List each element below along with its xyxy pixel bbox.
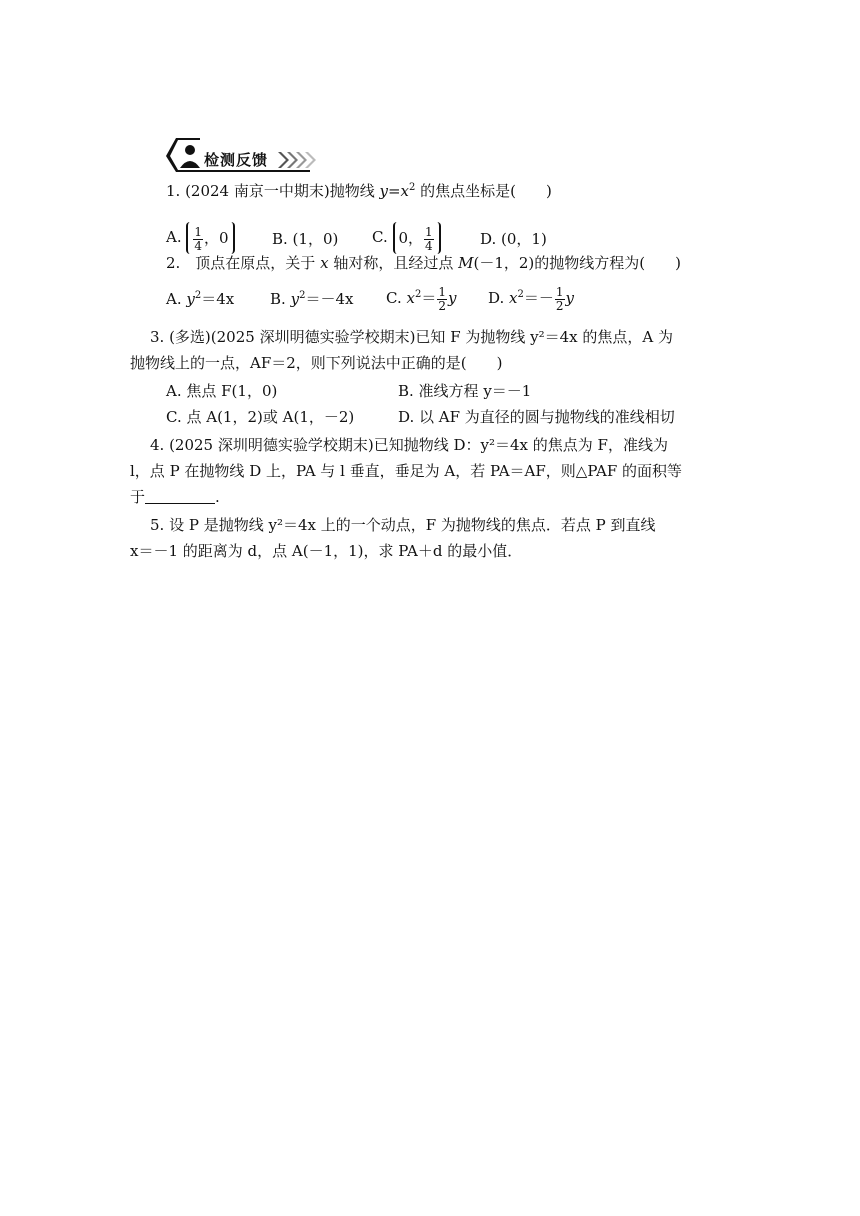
q1-c-den: 4	[425, 238, 433, 253]
question-1-stem	[166, 178, 552, 204]
q2-d-rest: ＝－	[523, 289, 554, 307]
q2-a-exponent: 2	[194, 290, 202, 301]
q1-stem-eq: y=x	[379, 182, 410, 200]
question-3-line-1: 3. (多选)(2025 深圳明德实验学校期末)已知 F 为抛物线 y²＝4x 的焦点，A 为	[150, 328, 674, 346]
q2-d-exponent: 2	[517, 289, 524, 300]
q2-d-num: 1	[555, 284, 564, 299]
q2-a-eq: y	[186, 290, 195, 308]
q4-line3-suffix: .	[215, 488, 220, 506]
q2-c-exponent: 2	[414, 289, 422, 300]
q1-exponent: 2	[409, 182, 416, 193]
q1-option-b[interactable]: B. (1，0)	[272, 230, 339, 248]
q3-option-d[interactable]: D. 以 AF 为直径的圆与抛物线的准线相切	[398, 408, 675, 426]
q2-b-label: B.	[270, 290, 286, 308]
q1-a-den: 4	[194, 238, 203, 253]
question-5-line-1: 5. 设 P 是抛物线 y²＝4x 上的一个动点，F 为抛物线的焦点．若点 P 到直线	[150, 516, 656, 534]
q2-c-eq: x	[406, 289, 415, 307]
q2-stem-point: M	[458, 254, 474, 272]
q3-option-b[interactable]: B. 准线方程 y＝－1	[398, 382, 532, 400]
q3-option-a[interactable]: A. 焦点 F(1，0)	[166, 382, 278, 400]
q2-option-b[interactable]	[270, 286, 353, 312]
q2-c-den: 2	[438, 298, 446, 313]
q2-c-var: y	[448, 289, 457, 307]
q1-a-rest: ，0	[204, 229, 229, 247]
q2-c-label: C.	[386, 289, 402, 307]
q2-a-label: A.	[166, 290, 182, 308]
question-3-line-2: 抛物线上的一点，AF＝2，则下列说法中正确的是( )	[130, 354, 503, 372]
q2-stem-var: x	[320, 254, 329, 272]
q2-c-num: 1	[438, 284, 446, 299]
q2-d-eq: x	[509, 289, 518, 307]
q1-stem-prefix: 1. (2024 南京一中期末)抛物线	[166, 182, 380, 200]
q1-c-first: 0，	[398, 229, 424, 247]
q2-b-exponent: 2	[299, 290, 306, 301]
q2-option-a[interactable]	[166, 286, 234, 312]
q1-option-d[interactable]: D. (0，1)	[480, 230, 547, 248]
question-5-line-2: x＝－1 的距离为 d，点 A(－1，1)，求 PA＋d 的最小值．	[130, 542, 523, 560]
q2-stem-mid: 轴对称，且经过点	[328, 254, 459, 272]
question-2-stem	[166, 250, 681, 276]
question-4-line-3	[130, 484, 220, 510]
q1-stem-suffix: 的焦点坐标是( )	[415, 182, 552, 200]
q2-b-rest: ＝－4x	[305, 290, 354, 308]
section-title: 检测反馈	[204, 151, 269, 169]
q4-line3-prefix: 于	[130, 488, 146, 506]
q1-a-label: A.	[166, 228, 182, 246]
question-4-line-1: 4. (2025 深圳明德实验学校期末)已知抛物线 D：y²＝4x 的焦点为 F，准线为	[150, 436, 668, 454]
q2-option-d[interactable]	[488, 280, 574, 316]
question-4-line-2: l，点 P 在抛物线 D 上，PA 与 l 垂直，垂足为 A，若 PA＝AF，则△PAF 的面积等	[130, 462, 683, 480]
q1-c-label: C.	[372, 228, 388, 246]
q1-a-num: 1	[194, 224, 203, 239]
section-banner	[160, 134, 320, 174]
q2-stem-prefix: 2. 顶点在原点，关于	[166, 254, 321, 272]
q2-d-label: D.	[488, 289, 505, 307]
q3-option-c[interactable]: C. 点 A(1，2)或 A(1，－2)	[166, 408, 355, 426]
q2-d-var: y	[565, 289, 575, 307]
q2-option-c[interactable]	[386, 280, 456, 316]
q2-d-den: 2	[555, 298, 564, 313]
answer-blank[interactable]	[145, 487, 215, 504]
q2-c-rest: ＝	[421, 289, 437, 307]
q1-c-num: 1	[425, 224, 433, 239]
q2-a-rest: ＝4x	[201, 290, 235, 308]
q2-stem-suffix: (－1，2)的抛物线方程为( )	[473, 254, 681, 272]
q2-b-eq: y	[290, 290, 300, 308]
